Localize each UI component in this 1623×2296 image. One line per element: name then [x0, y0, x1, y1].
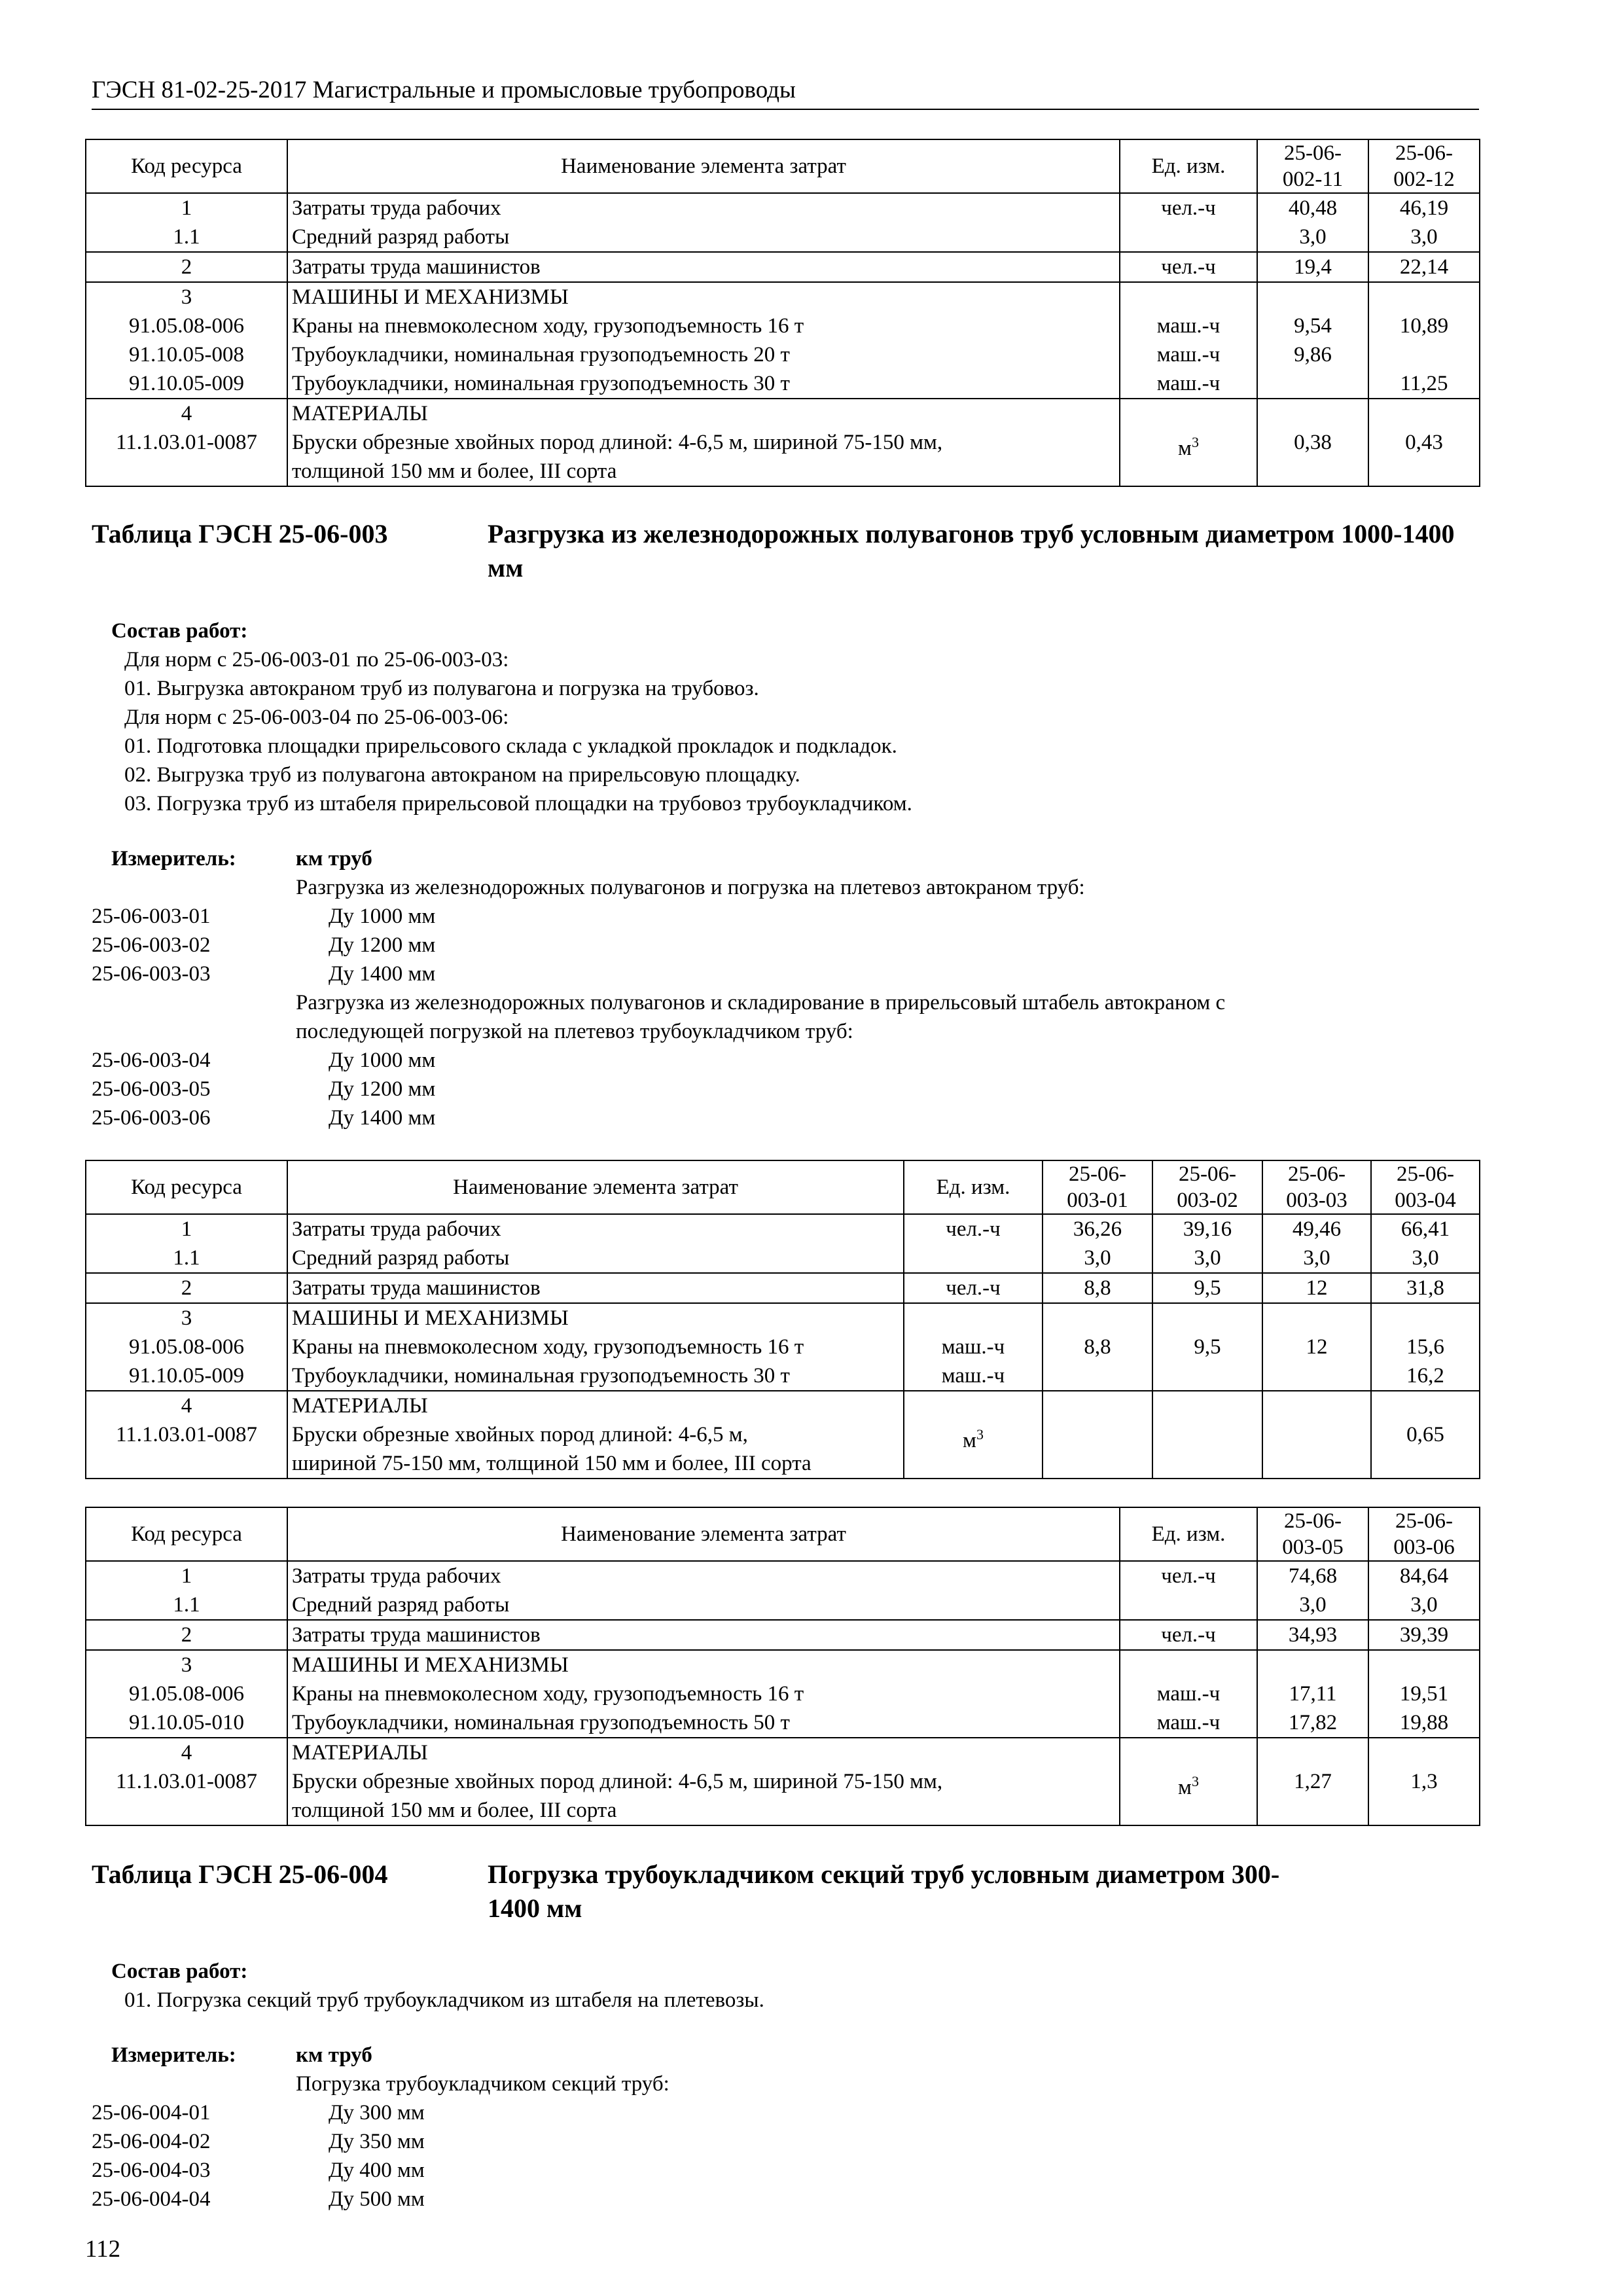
table-row — [86, 1767, 1480, 1825]
cell-unit: чел.-ч — [1120, 193, 1257, 223]
norm-desc: Ду 1200 мм — [329, 933, 436, 957]
cell-value — [1043, 1361, 1152, 1391]
works-label: Состав работ: — [111, 1960, 248, 1983]
column-header-norm: 25-06- 002-12 — [1368, 139, 1480, 193]
works-item: 02. Выгрузка труб из полувагона автокраном на прирельсовую площадку. — [124, 763, 800, 787]
cell-name: МАШИНЫ И МЕХАНИЗМЫ — [287, 1303, 904, 1333]
norm-list — [92, 1046, 681, 1132]
column-header-code: Код ресурса — [86, 139, 287, 193]
table-row — [86, 1679, 1480, 1708]
measure-unit: км труб — [296, 847, 372, 870]
cell-name: Средний разряд работы — [287, 1590, 1120, 1620]
cell-value: 3,0 — [1368, 1590, 1480, 1620]
cell-unit — [1120, 1650, 1257, 1679]
table-row — [86, 282, 1480, 312]
cell-code: 91.10.05-010 — [86, 1708, 287, 1738]
table-row — [86, 1333, 1480, 1361]
cell-value: 3,0 — [1257, 223, 1368, 252]
cell-unit: $м^3$ — [904, 1420, 1043, 1479]
table-number: Таблица ГЭСН 25-06-003 — [92, 519, 388, 548]
cell-unit — [904, 1244, 1043, 1273]
cell-code: 91.10.05-009 — [86, 369, 287, 399]
resource-table-002 — [85, 139, 1480, 487]
works-label: Состав работ: — [111, 619, 248, 643]
table-row — [86, 1361, 1480, 1391]
cell-value: 8,8 — [1043, 1273, 1152, 1303]
cell-value: 17,11 — [1257, 1679, 1368, 1708]
column-header-norm: 25-06- 003-01 — [1043, 1160, 1152, 1214]
cell-name: Краны на пневмоколесном ходу, грузоподъемность 16 т — [287, 1679, 1120, 1708]
cell-unit: маш.-ч — [1120, 1708, 1257, 1738]
cell-value — [1152, 1391, 1262, 1420]
cell-code: 91.10.05-009 — [86, 1361, 287, 1391]
cell-value — [1368, 1738, 1480, 1767]
cell-unit: чел.-ч — [1120, 1561, 1257, 1590]
norm-desc: Ду 1400 мм — [329, 1106, 436, 1130]
cell-unit: $м^3$ — [1120, 428, 1257, 486]
table-row — [86, 1708, 1480, 1738]
cell-value: 15,6 — [1371, 1333, 1480, 1361]
cell-value: 22,14 — [1368, 252, 1480, 282]
cell-name: МАШИНЫ И МЕХАНИЗМЫ — [287, 282, 1120, 312]
measure-label: Измеритель: — [111, 2043, 236, 2067]
cell-name: Бруски обрезные хвойных пород длиной: 4-6,5 м, шириной 75-150 мм, толщиной 150 мм и более, III сорта — [287, 428, 1120, 486]
works-item: Для норм с 25-06-003-04 по 25-06-003-06: — [124, 706, 509, 729]
column-header-code: Код ресурса — [86, 1507, 287, 1561]
table-row — [86, 1650, 1480, 1679]
cell-value: 19,4 — [1257, 252, 1368, 282]
cell-unit — [1120, 399, 1257, 428]
norm-desc: Ду 350 мм — [329, 2130, 425, 2153]
table-row — [86, 312, 1480, 340]
cell-value — [1043, 1420, 1152, 1479]
column-header-name: Наименование элемента затрат — [287, 1160, 904, 1214]
norm-desc: Ду 300 мм — [329, 2101, 425, 2125]
column-header-unit: Ед. изм. — [904, 1160, 1043, 1214]
cell-value — [1368, 1650, 1480, 1679]
cell-unit: маш.-ч — [1120, 1679, 1257, 1708]
works-item: 01. Подготовка площадки прирельсового склада с укладкой прокладок и подкладок. — [124, 734, 897, 758]
cell-value: 9,54 — [1257, 312, 1368, 340]
cell-unit: чел.-ч — [1120, 1620, 1257, 1650]
cell-unit — [1120, 1738, 1257, 1767]
works-list — [124, 645, 912, 818]
works-item: 01. Погрузка секций труб трубоукладчиком из штабеля на плетевозы. — [124, 1988, 764, 2012]
cell-value: 46,19 — [1368, 193, 1480, 223]
column-header-unit: Ед. изм. — [1120, 1507, 1257, 1561]
cell-value: 84,64 — [1368, 1561, 1480, 1590]
norm-item — [92, 931, 681, 960]
resource-table-003-b — [85, 1507, 1480, 1826]
table-header-row — [86, 1160, 1480, 1214]
column-header-name: Наименование элемента затрат — [287, 1507, 1120, 1561]
table-row — [86, 1620, 1480, 1650]
norm-item — [92, 960, 681, 988]
cell-value: 1,27 — [1257, 1767, 1368, 1825]
running-header: ГЭСН 81-02-25-2017 Магистральные и промысловые трубопроводы — [92, 77, 796, 103]
cell-value — [1371, 1303, 1480, 1333]
resource-table-003-a — [85, 1160, 1480, 1479]
cell-name: Трубоукладчики, номинальная грузоподъемность 50 т — [287, 1708, 1120, 1738]
cell-name: МАТЕРИАЛЫ — [287, 1391, 904, 1420]
cell-value — [1262, 1391, 1371, 1420]
cell-value: 9,86 — [1257, 340, 1368, 369]
cell-unit — [1120, 223, 1257, 252]
header-rule — [92, 109, 1479, 110]
cell-value — [1152, 1420, 1262, 1479]
cell-name: Трубоукладчики, номинальная грузоподъемность 30 т — [287, 369, 1120, 399]
norm-desc: Ду 1000 мм — [329, 905, 436, 928]
norm-desc: Ду 1200 мм — [329, 1077, 436, 1101]
cell-name: Бруски обрезные хвойных пород длиной: 4-6,5 м, шириной 75-150 мм, толщиной 150 мм и более, III сорта — [287, 1420, 904, 1479]
cell-value — [1371, 1391, 1480, 1420]
column-header-name: Наименование элемента затрат — [287, 139, 1120, 193]
cell-value — [1262, 1420, 1371, 1479]
norm-code: 25-06-003-03 — [92, 962, 211, 986]
cell-code: 1.1 — [86, 1590, 287, 1620]
measure-group: Погрузка трубоукладчиком секций труб: — [296, 2072, 669, 2096]
norm-item — [92, 2185, 681, 2214]
cell-code: 3 — [86, 282, 287, 312]
cell-code: 11.1.03.01-0087 — [86, 428, 287, 486]
cell-name: Трубоукладчики, номинальная грузоподъемность 30 т — [287, 1361, 904, 1391]
cell-value: 34,93 — [1257, 1620, 1368, 1650]
cell-value: 39,16 — [1152, 1214, 1262, 1244]
cell-value: 3,0 — [1368, 223, 1480, 252]
norm-code: 25-06-004-02 — [92, 2130, 211, 2153]
cell-value — [1257, 1650, 1368, 1679]
column-header-code: Код ресурса — [86, 1160, 287, 1214]
table-heading: Разгрузка из железнодорожных полувагонов труб условным диаметром 1000-1400 мм — [488, 519, 1455, 583]
column-header-unit: Ед. изм. — [1120, 139, 1257, 193]
cell-value: 11,25 — [1368, 369, 1480, 399]
cell-name: Затраты труда машинистов — [287, 1620, 1120, 1650]
norm-code: 25-06-003-06 — [92, 1106, 211, 1130]
measure-group: Разгрузка из железнодорожных полувагонов и погрузка на плетевоз автокраном труб: — [296, 876, 1085, 899]
cell-code: 91.05.08-006 — [86, 1679, 287, 1708]
cell-value: 8,8 — [1043, 1333, 1152, 1361]
cell-value: 12 — [1262, 1273, 1371, 1303]
measure-group: Разгрузка из железнодорожных полувагонов и складирование в прирельсовый штабель автокраном с последующей погрузкой на плетевоз трубоукладчиком труб: — [296, 991, 1226, 1043]
column-header-norm: 25-06- 003-06 — [1368, 1507, 1480, 1561]
norm-desc: Ду 1400 мм — [329, 962, 436, 986]
cell-unit: чел.-ч — [904, 1273, 1043, 1303]
norm-code: 25-06-003-05 — [92, 1077, 211, 1101]
table-row — [86, 399, 1480, 428]
table-header-row — [86, 1507, 1480, 1561]
norm-code: 25-06-004-03 — [92, 2159, 211, 2182]
cell-name: Затраты труда рабочих — [287, 1214, 904, 1244]
cell-value — [1257, 369, 1368, 399]
norm-desc: Ду 400 мм — [329, 2159, 425, 2182]
cell-value: 39,39 — [1368, 1620, 1480, 1650]
cell-value: 19,88 — [1368, 1708, 1480, 1738]
cell-value: 16,2 — [1371, 1361, 1480, 1391]
cell-value: 3,0 — [1262, 1244, 1371, 1273]
cell-value — [1257, 1738, 1368, 1767]
norm-desc: Ду 500 мм — [329, 2187, 425, 2211]
table-row — [86, 1303, 1480, 1333]
column-header-norm: 25-06- 003-04 — [1371, 1160, 1480, 1214]
norm-item — [92, 1103, 681, 1132]
cell-code: 2 — [86, 1620, 287, 1650]
column-header-norm: 25-06- 003-02 — [1152, 1160, 1262, 1214]
cell-unit — [1120, 282, 1257, 312]
cell-code: 11.1.03.01-0087 — [86, 1420, 287, 1479]
norm-item — [92, 2127, 681, 2156]
column-header-norm: 25-06- 003-05 — [1257, 1507, 1368, 1561]
norm-code: 25-06-003-04 — [92, 1049, 211, 1072]
table-row — [86, 1214, 1480, 1244]
cell-value: 0,43 — [1368, 428, 1480, 486]
cell-value: 17,82 — [1257, 1708, 1368, 1738]
cell-value: 0,65 — [1371, 1420, 1480, 1479]
cell-value — [1368, 399, 1480, 428]
cell-value: 12 — [1262, 1333, 1371, 1361]
cell-name: Бруски обрезные хвойных пород длиной: 4-6,5 м, шириной 75-150 мм, толщиной 150 мм и более, III сорта — [287, 1767, 1120, 1825]
column-header-norm: 25-06- 003-03 — [1262, 1160, 1371, 1214]
page-number: 112 — [85, 2236, 121, 2263]
cell-code: 1 — [86, 193, 287, 223]
cell-value — [1043, 1391, 1152, 1420]
norm-item — [92, 2156, 681, 2185]
works-item: Для норм с 25-06-003-01 по 25-06-003-03: — [124, 648, 509, 672]
table-row — [86, 1273, 1480, 1303]
cell-code: 2 — [86, 252, 287, 282]
cell-value — [1368, 340, 1480, 369]
cell-unit — [904, 1303, 1043, 1333]
cell-value: 31,8 — [1371, 1273, 1480, 1303]
cell-value: 3,0 — [1371, 1244, 1480, 1273]
cell-value: 19,51 — [1368, 1679, 1480, 1708]
cell-unit — [904, 1391, 1043, 1420]
measure-label: Измеритель: — [111, 847, 236, 870]
cell-name: МАТЕРИАЛЫ — [287, 1738, 1120, 1767]
cell-code: 4 — [86, 399, 287, 428]
cell-code: 3 — [86, 1303, 287, 1333]
cell-value: 49,46 — [1262, 1214, 1371, 1244]
cell-value: 10,89 — [1368, 312, 1480, 340]
cell-unit: $м^3$ — [1120, 1767, 1257, 1825]
cell-code: 1.1 — [86, 223, 287, 252]
cell-value: 1,3 — [1368, 1767, 1480, 1825]
norm-code: 25-06-004-04 — [92, 2187, 211, 2211]
cell-code: 91.10.05-008 — [86, 340, 287, 369]
norm-code: 25-06-003-02 — [92, 933, 211, 957]
cell-value: 9,5 — [1152, 1333, 1262, 1361]
cell-unit: чел.-ч — [1120, 252, 1257, 282]
cell-code: 4 — [86, 1391, 287, 1420]
table-row — [86, 1420, 1480, 1479]
cell-name: Трубоукладчики, номинальная грузоподъемность 20 т — [287, 340, 1120, 369]
table-row — [86, 1244, 1480, 1273]
cell-name: Средний разряд работы — [287, 223, 1120, 252]
cell-value: 74,68 — [1257, 1561, 1368, 1590]
cell-value — [1152, 1303, 1262, 1333]
cell-value — [1257, 399, 1368, 428]
cell-unit: маш.-ч — [904, 1333, 1043, 1361]
cell-value: 9,5 — [1152, 1273, 1262, 1303]
cell-value — [1257, 282, 1368, 312]
cell-value — [1043, 1303, 1152, 1333]
cell-unit — [1120, 1590, 1257, 1620]
table-row — [86, 1738, 1480, 1767]
table-row — [86, 193, 1480, 223]
cell-value: 36,26 — [1043, 1214, 1152, 1244]
cell-name: Средний разряд работы — [287, 1244, 904, 1273]
norm-list — [92, 902, 681, 988]
table-title-004 — [92, 1857, 1499, 1929]
cell-code: 91.05.08-006 — [86, 312, 287, 340]
table-row — [86, 1561, 1480, 1590]
cell-value: 3,0 — [1043, 1244, 1152, 1273]
norm-desc: Ду 1000 мм — [329, 1049, 436, 1072]
cell-value: 40,48 — [1257, 193, 1368, 223]
cell-code: 11.1.03.01-0087 — [86, 1767, 287, 1825]
table-row — [86, 1590, 1480, 1620]
works-item: 03. Погрузка труб из штабеля прирельсовой площадки на трубовоз трубоукладчиком. — [124, 792, 912, 816]
norm-item — [92, 1046, 681, 1075]
cell-name: МАШИНЫ И МЕХАНИЗМЫ — [287, 1650, 1120, 1679]
measure-unit: км труб — [296, 2043, 372, 2067]
table-title-003 — [92, 517, 1499, 589]
cell-value — [1262, 1361, 1371, 1391]
cell-value: 3,0 — [1152, 1244, 1262, 1273]
cell-value: 3,0 — [1257, 1590, 1368, 1620]
cell-value — [1152, 1361, 1262, 1391]
cell-name: Затраты труда машинистов — [287, 252, 1120, 282]
norm-item — [92, 2098, 681, 2127]
cell-code: 1 — [86, 1214, 287, 1244]
table-row — [86, 428, 1480, 486]
norm-list — [92, 2098, 681, 2214]
table-heading: Погрузка трубоукладчиком секций труб условным диаметром 300- 1400 мм — [488, 1859, 1280, 1923]
column-header-norm: 25-06- 002-11 — [1257, 139, 1368, 193]
cell-value — [1262, 1303, 1371, 1333]
norm-code: 25-06-004-01 — [92, 2101, 211, 2125]
table-row — [86, 369, 1480, 399]
table-row — [86, 252, 1480, 282]
cell-code: 2 — [86, 1273, 287, 1303]
works-item: 01. Выгрузка автокраном труб из полувагона и погрузка на трубовоз. — [124, 677, 759, 700]
cell-value: 66,41 — [1371, 1214, 1480, 1244]
norm-item — [92, 902, 681, 931]
cell-code: 91.05.08-006 — [86, 1333, 287, 1361]
cell-name: Краны на пневмоколесном ходу, грузоподъемность 16 т — [287, 312, 1120, 340]
table-number: Таблица ГЭСН 25-06-004 — [92, 1859, 388, 1889]
cell-code: 4 — [86, 1738, 287, 1767]
cell-name: Затраты труда машинистов — [287, 1273, 904, 1303]
table-row — [86, 340, 1480, 369]
cell-unit: маш.-ч — [1120, 369, 1257, 399]
cell-unit: чел.-ч — [904, 1214, 1043, 1244]
cell-unit: маш.-ч — [904, 1361, 1043, 1391]
cell-code: 1.1 — [86, 1244, 287, 1273]
cell-unit: маш.-ч — [1120, 340, 1257, 369]
cell-unit: маш.-ч — [1120, 312, 1257, 340]
norm-code: 25-06-003-01 — [92, 905, 211, 928]
cell-name: Затраты труда рабочих — [287, 1561, 1120, 1590]
table-row — [86, 223, 1480, 252]
norm-item — [92, 1075, 681, 1103]
cell-value: 0,38 — [1257, 428, 1368, 486]
cell-code: 1 — [86, 1561, 287, 1590]
cell-name: Краны на пневмоколесном ходу, грузоподъемность 16 т — [287, 1333, 904, 1361]
cell-name: МАТЕРИАЛЫ — [287, 399, 1120, 428]
cell-name: Затраты труда рабочих — [287, 193, 1120, 223]
cell-code: 3 — [86, 1650, 287, 1679]
table-header-row — [86, 139, 1480, 193]
table-row — [86, 1391, 1480, 1420]
works-list — [124, 1986, 764, 2015]
cell-value — [1368, 282, 1480, 312]
